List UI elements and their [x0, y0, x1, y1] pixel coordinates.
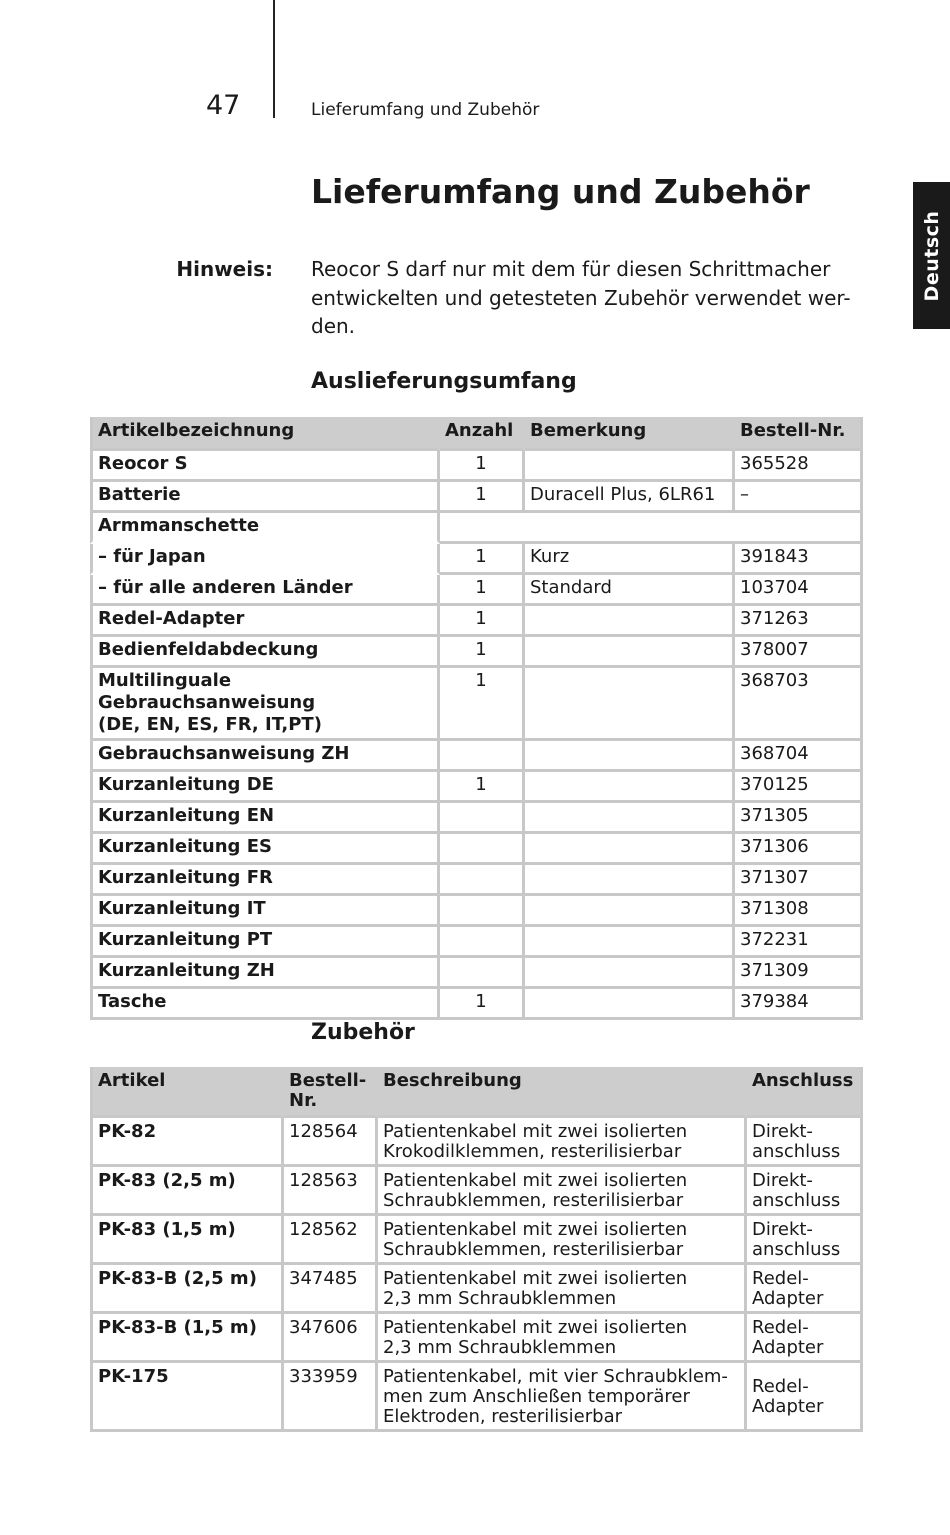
remark-cell — [525, 668, 735, 741]
column-header: Anschluss — [747, 1067, 863, 1118]
description-cell: Patientenkabel, mit vier Schraubklem- men zum Anschließen temporärer Elektroden, resterilisierbar — [378, 1363, 747, 1432]
table-row — [90, 834, 863, 865]
column-header: Bemerkung — [525, 417, 735, 451]
page-title: Lieferumfang und Zubehör — [311, 172, 810, 211]
item-name-cell: Multilinguale Gebrauchsanweisung (DE, EN, ES, FR, IT,PT) — [90, 668, 440, 741]
table-row — [90, 1216, 863, 1265]
item-name-cell: Kurzanleitung ZH — [90, 958, 440, 989]
order-number-cell: 371306 — [735, 834, 863, 865]
description-cell: Patientenkabel mit zwei isolierten Schraubklemmen, resterilisierbar — [378, 1167, 747, 1216]
accessory-name-cell: PK-83-B (1,5 m) — [90, 1314, 284, 1363]
item-name-cell: Batterie — [90, 482, 440, 513]
item-name-cell: Kurzanleitung EN — [90, 803, 440, 834]
table-row — [90, 865, 863, 896]
table-row — [90, 513, 863, 544]
table-row — [90, 958, 863, 989]
note-label: Hinweis: — [176, 257, 273, 281]
description-cell: Patientenkabel mit zwei isolierten Schraubklemmen, resterilisierbar — [378, 1216, 747, 1265]
table-row — [90, 451, 863, 482]
quantity-cell: 1 — [440, 668, 525, 741]
table-row — [90, 803, 863, 834]
quantity-cell — [440, 958, 525, 989]
item-name-cell: Redel-Adapter — [90, 606, 440, 637]
item-name-cell: Kurzanleitung IT — [90, 896, 440, 927]
accessories-table — [90, 1067, 863, 1432]
quantity-cell — [440, 865, 525, 896]
quantity-cell: 1 — [440, 575, 525, 606]
remark-cell — [525, 896, 735, 927]
remark-cell — [525, 865, 735, 896]
table-row — [90, 772, 863, 803]
remark-cell — [525, 772, 735, 803]
table-row — [90, 1363, 863, 1432]
table-row — [90, 1314, 863, 1363]
table-row — [90, 606, 863, 637]
order-number-cell: 365528 — [735, 451, 863, 482]
order-number-cell: 371305 — [735, 803, 863, 834]
accessory-name-cell: PK-175 — [90, 1363, 284, 1432]
column-header: Bestell-Nr. — [735, 417, 863, 451]
column-header: Artikelbezeichnung — [90, 417, 440, 451]
note-text: Reocor S darf nur mit dem für diesen Schrittmacher entwickelten und getesteten Zubehör verwendet wer- den. — [311, 257, 851, 338]
order-number-cell: 368704 — [735, 741, 863, 772]
order-number-cell: 371308 — [735, 896, 863, 927]
description-cell: Patientenkabel mit zwei isolierten 2,3 mm Schraubklemmen — [378, 1314, 747, 1363]
remark-cell: Kurz — [525, 544, 735, 575]
table-row — [90, 927, 863, 958]
remark-cell — [525, 834, 735, 865]
connection-cell: Direkt- anschluss — [747, 1118, 863, 1167]
remark-cell — [525, 927, 735, 958]
column-header: Artikel — [90, 1067, 284, 1118]
delivery-heading: Auslieferungsumfang — [311, 369, 577, 394]
connection-cell: Redel- Adapter — [747, 1314, 863, 1363]
item-name-cell: – für alle anderen Länder — [90, 575, 440, 606]
table-row — [90, 544, 863, 575]
quantity-cell: 1 — [440, 451, 525, 482]
table-row — [90, 1167, 863, 1216]
order-number-cell: 368703 — [735, 668, 863, 741]
item-name-cell: Kurzanleitung DE — [90, 772, 440, 803]
accessories-heading: Zubehör — [311, 1020, 415, 1045]
order-number-cell: 370125 — [735, 772, 863, 803]
table-row — [90, 637, 863, 668]
remark-cell — [525, 989, 735, 1020]
page-number: 47 — [206, 90, 241, 121]
table-row — [90, 741, 863, 772]
item-name-cell: – für Japan — [90, 544, 440, 575]
table-row — [90, 989, 863, 1020]
quantity-cell: 1 — [440, 637, 525, 668]
order-number-cell: 379384 — [735, 989, 863, 1020]
table-header-row — [90, 1067, 863, 1118]
quantity-cell: 1 — [440, 989, 525, 1020]
item-name-cell: Kurzanleitung ES — [90, 834, 440, 865]
remark-cell — [525, 803, 735, 834]
order-number-cell: 371263 — [735, 606, 863, 637]
remark-cell — [525, 958, 735, 989]
accessory-name-cell: PK-82 — [90, 1118, 284, 1167]
remark-cell — [525, 741, 735, 772]
table-row — [90, 668, 863, 741]
item-name-cell: Bedienfeldabdeckung — [90, 637, 440, 668]
order-number-cell: – — [735, 482, 863, 513]
description-cell: Patientenkabel mit zwei isolierten 2,3 mm Schraubklemmen — [378, 1265, 747, 1314]
order-number-cell: 128563 — [284, 1167, 378, 1216]
order-number-cell: 128564 — [284, 1118, 378, 1167]
quantity-cell: 1 — [440, 482, 525, 513]
order-number-cell: 333959 — [284, 1363, 378, 1432]
header-divider — [273, 0, 275, 118]
description-cell: Patientenkabel mit zwei isolierten Krokodilklemmen, resterilisierbar — [378, 1118, 747, 1167]
delivery-table — [90, 417, 863, 1020]
quantity-cell — [440, 927, 525, 958]
remark-cell — [525, 637, 735, 668]
order-number-cell: 347485 — [284, 1265, 378, 1314]
order-number-cell: 391843 — [735, 544, 863, 575]
quantity-cell — [440, 834, 525, 865]
connection-cell: Redel- Adapter — [747, 1363, 863, 1432]
language-tab — [913, 182, 950, 329]
order-number-cell: 371309 — [735, 958, 863, 989]
table-header-row — [90, 417, 863, 451]
order-number-cell: 103704 — [735, 575, 863, 606]
accessory-name-cell: PK-83 (1,5 m) — [90, 1216, 284, 1265]
empty-cell — [440, 513, 863, 544]
order-number-cell: 347606 — [284, 1314, 378, 1363]
table-row — [90, 1265, 863, 1314]
remark-cell: Duracell Plus, 6LR61 — [525, 482, 735, 513]
connection-cell: Direkt- anschluss — [747, 1167, 863, 1216]
accessory-name-cell: PK-83 (2,5 m) — [90, 1167, 284, 1216]
order-number-cell: 128562 — [284, 1216, 378, 1265]
quantity-cell — [440, 896, 525, 927]
order-number-cell: 371307 — [735, 865, 863, 896]
column-header: Anzahl — [440, 417, 525, 451]
item-name-cell: Kurzanleitung FR — [90, 865, 440, 896]
column-header: Beschreibung — [378, 1067, 747, 1118]
remark-cell — [525, 451, 735, 482]
remark-cell — [525, 606, 735, 637]
item-name-cell: Reocor S — [90, 451, 440, 482]
item-name-cell: Armmanschette — [90, 513, 440, 544]
quantity-cell: 1 — [440, 606, 525, 637]
item-name-cell: Kurzanleitung PT — [90, 927, 440, 958]
quantity-cell: 1 — [440, 544, 525, 575]
order-number-cell: 378007 — [735, 637, 863, 668]
item-name-cell: Gebrauchsanweisung ZH — [90, 741, 440, 772]
table-row — [90, 896, 863, 927]
quantity-cell: 1 — [440, 772, 525, 803]
remark-cell: Standard — [525, 575, 735, 606]
table-row — [90, 1118, 863, 1167]
language-tab-label: Deutsch — [920, 210, 943, 301]
item-name-cell: Tasche — [90, 989, 440, 1020]
connection-cell: Redel- Adapter — [747, 1265, 863, 1314]
table-row — [90, 575, 863, 606]
running-head: Lieferumfang und Zubehör — [311, 100, 540, 120]
quantity-cell — [440, 741, 525, 772]
connection-cell: Direkt- anschluss — [747, 1216, 863, 1265]
accessory-name-cell: PK-83-B (2,5 m) — [90, 1265, 284, 1314]
order-number-cell: 372231 — [735, 927, 863, 958]
column-header: Bestell- Nr. — [284, 1067, 378, 1118]
table-row — [90, 482, 863, 513]
quantity-cell — [440, 803, 525, 834]
